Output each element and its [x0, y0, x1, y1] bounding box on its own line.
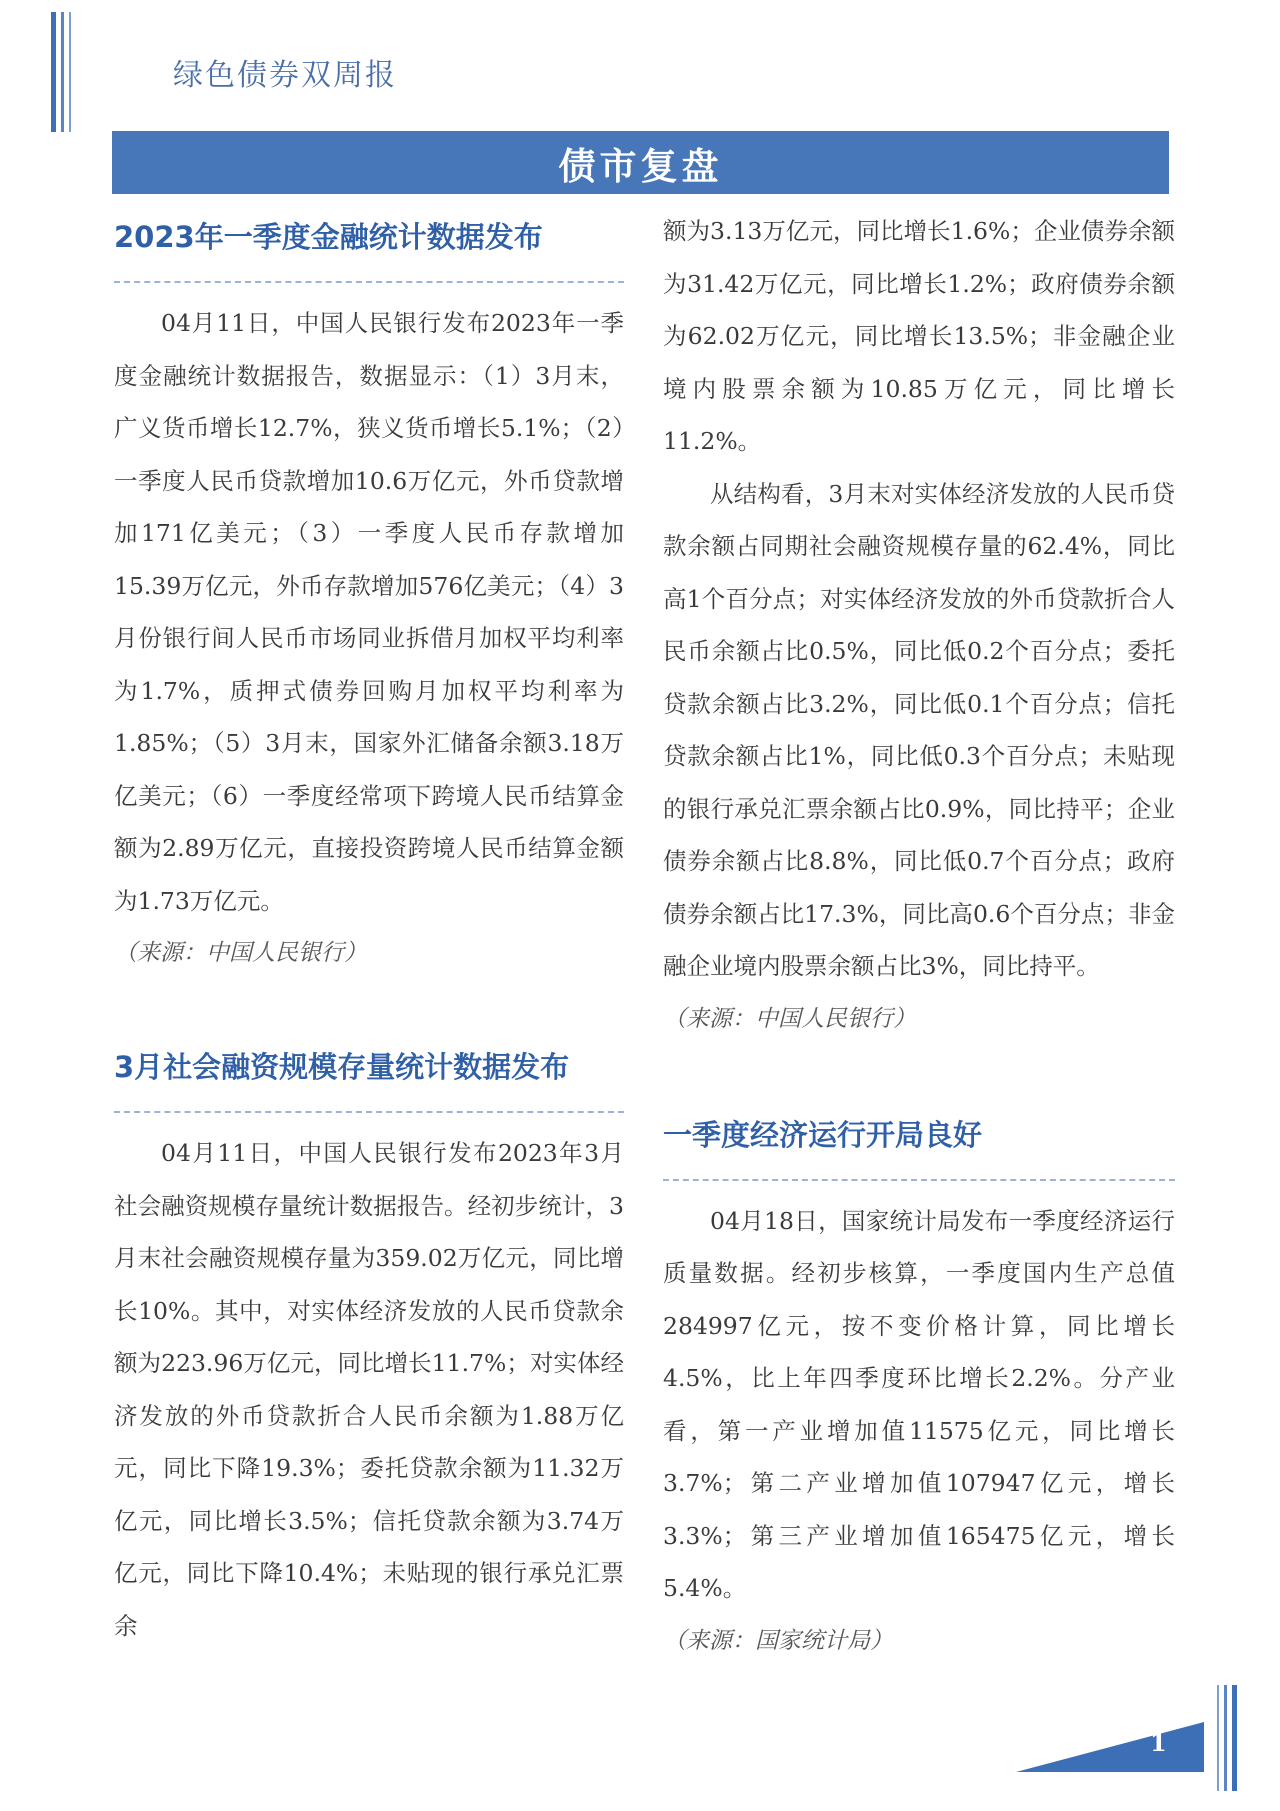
- footer-decoration-bars: [1217, 1685, 1237, 1791]
- article-heading-q1-economy: 一季度经济运行开局良好: [663, 1117, 983, 1152]
- article-source-social-financing: （来源：中国人民银行）: [663, 1005, 916, 1032]
- article-body-q1-finance: 04月11日，中国人民银行发布2023年一季度金融统计数据报告，数据显示：（1）3月末，广义货币增长12.7%，狭义货币增长5.1%；（2）一季度人民币贷款增加10.6万亿元，外币贷款增加171亿美元；（3）一季度人民币存款增加15.39万亿元，外币存款增加576亿美元；（4）3月份银行间人民币市场同业拆借月加权平均利率为1.7%，质押式债券回购月加权平均利率为1.85%；（5）3月末，国家外汇储备余额3.18万亿美元；（6）一季度经常项下跨境人民币结算金额为2.89万亿元，直接投资跨境人民币结算金额为1.73万亿元。: [114, 309, 624, 915]
- article-body-social-financing-part1: 04月11日，中国人民银行发布2023年3月社会融资规模存量统计数据报告。经初步统计，3月末社会融资规模存量为359.02万亿元，同比增长10%。其中，对实体经济发放的人民币贷款余额为223.96万亿元，同比增长11.7%；对实体经济发放的外币贷款折合人民币余额为1.88万亿元，同比下降19.3%；委托贷款余额为11.32万亿元，同比增长3.5%；信托贷款余额为3.74万亿元，同比下降10.4%；未贴现的银行承兑汇票余: [114, 1139, 624, 1640]
- article-source-q1-economy: （来源：国家统计局）: [663, 1627, 893, 1654]
- right-column: [663, 205, 1175, 1667]
- footer-triangle: [1016, 1722, 1204, 1772]
- article-body-social-financing-part3: 从结构看，3月末对实体经济发放的人民币贷款余额占同期社会融资规模存量的62.4%，同比高1个百分点；对实体经济发放的外币贷款折合人民币余额占比0.5%，同比低0.2个百分点；委托贷款余额占比3.2%，同比低0.1个百分点；信托贷款余额占比1%，同比低0.3个百分点；未贴现的银行承兑汇票余额占比0.9%，同比持平；企业债券余额占比8.8%，同比低0.7个百分点；政府债券余额占比17.3%，同比高0.6个百分点；非金融企业境内股票余额占比3%，同比持平。: [663, 479, 1175, 980]
- article-heading-q1-finance: 2023年一季度金融统计数据发布: [114, 220, 543, 254]
- article-source-q1-finance: （来源：中国人民银行）: [114, 940, 367, 966]
- page-number: 1: [1150, 1728, 1167, 1757]
- header-decoration-bars: [51, 12, 71, 132]
- left-column: [114, 205, 624, 1652]
- heading-divider: [114, 1111, 624, 1113]
- article-body-q1-economy: 04月18日，国家统计局发布一季度经济运行质量数据。经初步核算，一季度国内生产总值284997亿元，按不变价格计算，同比增长4.5%，比上年四季度环比增长2.2%。分产业看，第一产业增加值11575亿元，同比增长3.7%；第二产业增加值107947亿元，增长3.3%；第三产业增加值165475亿元，增长5.4%。: [663, 1206, 1175, 1602]
- article-heading-social-financing: 3月社会融资规模存量统计数据发布: [114, 1050, 570, 1084]
- section-banner: 债市复盘: [112, 131, 1169, 194]
- report-title: 绿色债券双周报: [173, 58, 397, 93]
- heading-divider: [114, 281, 624, 283]
- heading-divider: [663, 1179, 1175, 1181]
- article-body-social-financing-part2: 额为3.13万亿元，同比增长1.6%；企业债券余额为31.42万亿元，同比增长1.2%；政府债券余额为62.02万亿元，同比增长13.5%；非金融企业境内股票余额为10.85万亿元，同比增长11.2%。: [663, 217, 1175, 455]
